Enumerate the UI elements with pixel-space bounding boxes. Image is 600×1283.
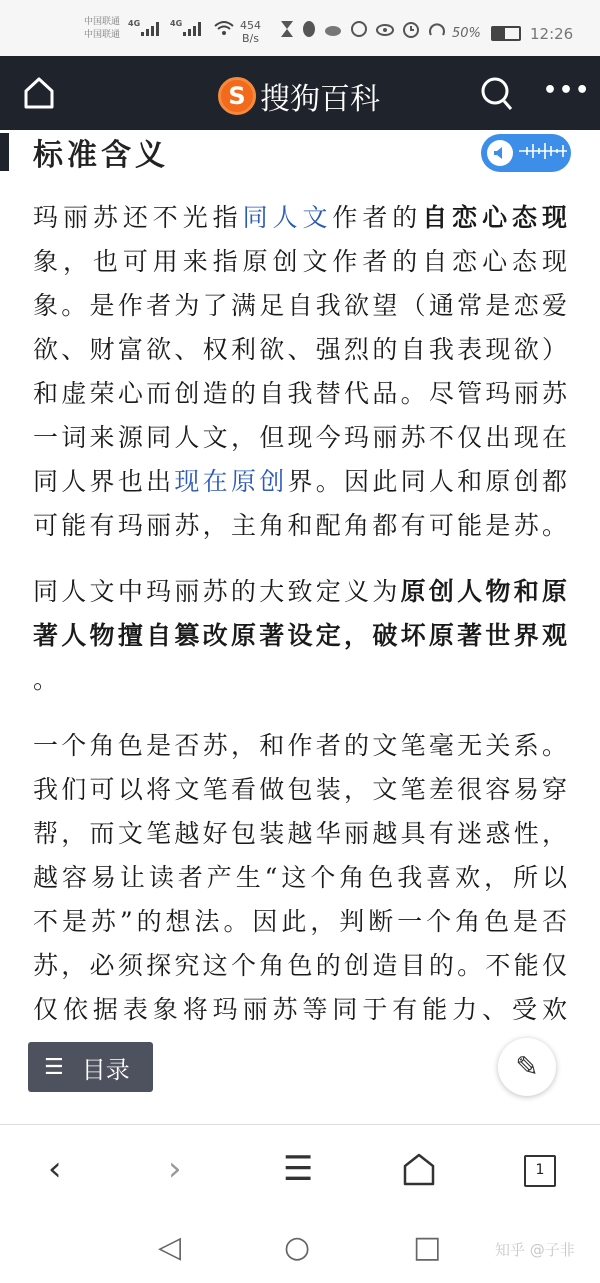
text-line [33,663,567,697]
text-segment: 象。是作者为了满足自我欲望（通常是恋爱 [33,291,567,320]
text-line [33,421,567,455]
menu-icon: ☰ [44,1054,64,1080]
text-segment: 我们可以将文笔看做包装，文笔差很容易穿 [33,775,567,804]
wifi-icon [214,20,234,39]
notification-icons [280,20,446,38]
browser-toolbar [0,1124,600,1216]
home-icon[interactable] [22,76,56,114]
text-segment: 作者的 [332,203,423,232]
text-line [33,619,567,653]
data-saver-icon [350,20,368,38]
text-line [33,575,567,609]
speedometer-icon [428,20,446,38]
recents-square-icon[interactable]: □ [413,1230,442,1265]
text-line [33,949,567,983]
text-segment: 界。因此同人和原创都 [287,467,567,496]
text-line [33,509,567,543]
text-segment: 玛丽苏还不光指 [33,203,243,232]
text-line [33,333,567,367]
bold-text: 自恋心态现 [422,203,567,232]
app-bar [0,56,600,130]
edit-pencil-button[interactable]: ✎ [498,1038,556,1096]
waveform-icon [519,141,567,165]
home-circle-icon[interactable]: ○ [284,1230,311,1265]
text-segment: 和虚荣心而创造的自我替代品。尽管玛丽苏 [33,379,567,408]
back-icon[interactable]: ‹ [48,1149,62,1189]
watermark: 知乎 @子非 [495,1241,575,1259]
forward-icon[interactable]: › [168,1149,182,1189]
battery-percent: 50% [452,26,481,41]
system-navigation-bar [0,1216,600,1283]
alarm-icon [402,20,420,38]
eye-icon [376,20,394,38]
text-line [33,993,567,1027]
text-segment: 一个角色是否苏，和作者的文笔毫无关系。 [33,731,567,760]
more-icon[interactable]: ••• [543,78,592,103]
signal-icon: 4G [128,20,161,36]
text-segment: 不是苏”的想法。因此，判断一个角色是否 [33,907,567,936]
section-heading: 标准含义 [0,133,169,171]
back-triangle-icon[interactable]: ◁ [158,1230,182,1265]
menu-icon[interactable]: ☰ [283,1149,314,1189]
text-line [33,377,567,411]
text-line [33,289,567,323]
listen-audio-button[interactable] [481,134,571,172]
text-line [33,905,567,939]
text-segment: 。 [33,665,59,694]
text-segment: 仅依据表象将玛丽苏等同于有能力、受欢 [33,995,567,1024]
text-line [33,465,567,499]
text-line [33,861,567,895]
sogou-baike-logo[interactable]: S 搜狗百科 [218,74,380,118]
text-segment: 同人文中玛丽苏的大致定义为 [33,577,401,606]
text-segment: 象，也可用来指原创文作者的自恋心态现 [33,247,567,276]
carrier-labels: 中国联通 中国联通 [84,17,121,40]
cloud-icon [324,20,342,38]
home-icon[interactable] [402,1153,436,1196]
table-of-contents-button[interactable]: ☰ 目录 [28,1042,153,1092]
text-segment: 帮，而文笔越好包装越华丽越具有迷惑性， [33,819,567,848]
text-segment: 越容易让读者产生“这个角色我喜欢，所以 [33,863,567,892]
qq-icon [302,20,316,38]
text-segment: 同人界也出 [33,467,175,496]
network-speed: 454 B/s [240,19,261,45]
signal-icon: 4G [170,20,203,36]
text-line [33,773,567,807]
search-icon[interactable] [480,76,514,116]
speaker-icon [487,140,513,166]
bold-text: 著人物擅自篡改原著设定，破坏原著世界观 [33,621,567,650]
text-line [33,245,567,279]
text-segment: 欲、财富欲、权利欲、强烈的自我表现欲） [33,335,567,364]
text-line [33,817,567,851]
tabs-button[interactable]: 1 [524,1155,556,1187]
hourglass-icon [280,20,294,38]
text-segment: 一词来源同人文，但现今玛丽苏不仅出现在 [33,423,567,452]
text-segment: 可能有玛丽苏，主角和配角都有可能是苏。 [33,511,567,540]
text-segment: 苏，必须探究这个角色的创造目的。不能仅 [33,951,567,980]
text-line [33,201,567,235]
inline-link[interactable]: 同人文 [242,203,333,232]
text-line [33,729,567,763]
status-bar [0,0,600,56]
clock: 12:26 [530,25,574,43]
inline-link[interactable]: 现在原创 [174,467,288,496]
bold-text: 原创人物和原 [400,577,567,606]
battery-icon [491,26,521,41]
